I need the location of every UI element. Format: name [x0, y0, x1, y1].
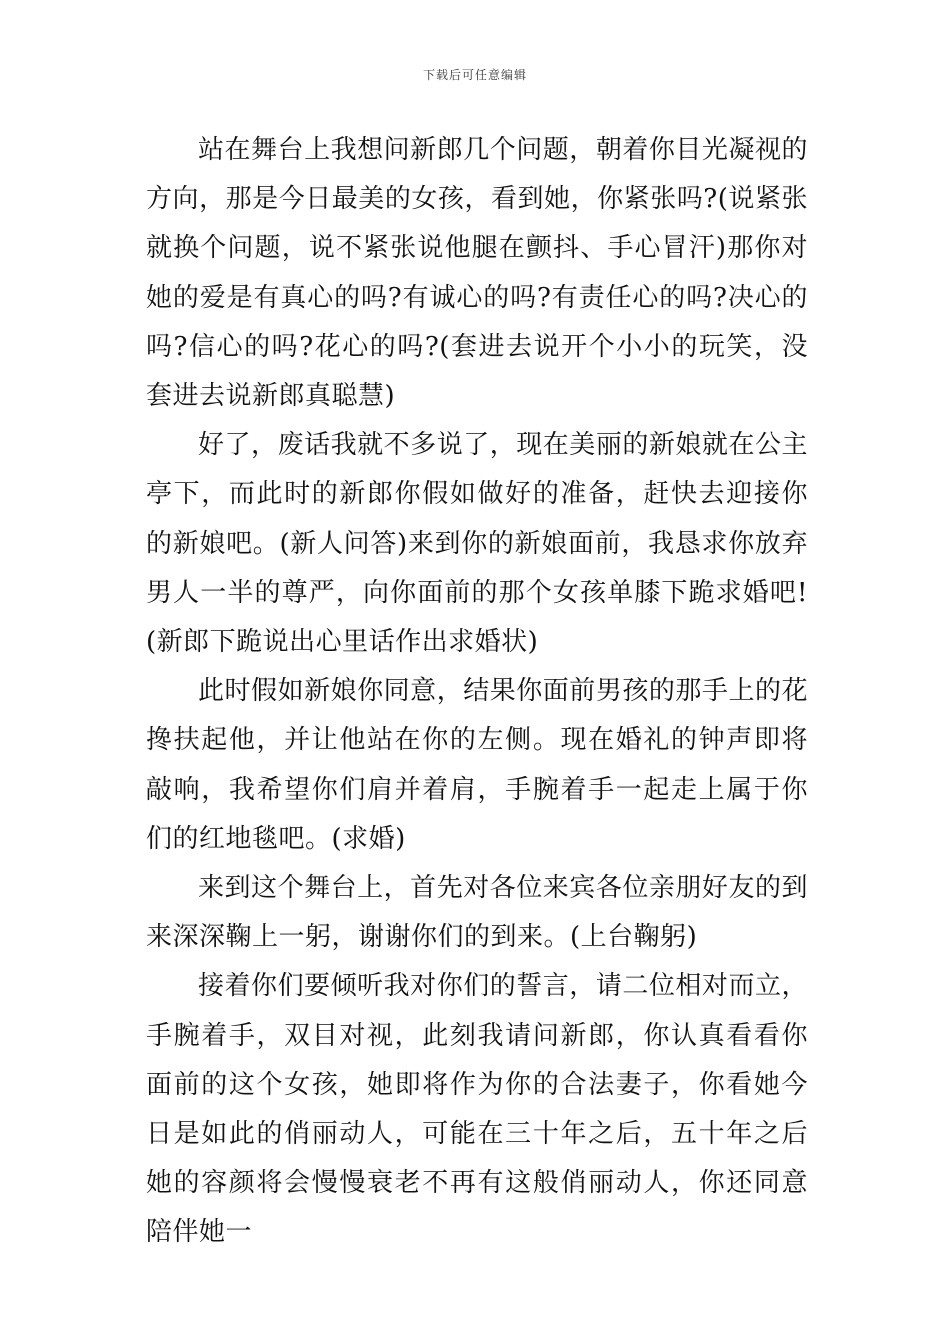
- paragraph-5: 接着你们要倾听我对你们的誓言，请二位相对而立，手腕着手，双目对视，此刻我请问新郎，你认真看看你面前的这个女孩，她即将作为你的合法妻子，你看她今日是如此的俏丽动人，可能在三十年之后，五十年之后她的容颜将会慢慢衰老不再有这般俏丽动人，你还同意陪伴她一: [146, 971, 808, 1248]
- paragraph-3: 此时假如新娘你同意，结果你面前男孩的那手上的花搀扶起他，并让他站在你的左侧。现在婚礼的钟声即将敲响，我希望你们肩并着肩，手腕着手一起走上属于你们的红地毯吧。(求婚): [146, 676, 808, 854]
- paragraph-4: 来到这个舞台上，首先对各位来宾各位亲朋好友的到来深深鞠上一躬，谢谢你们的到来。(上台鞠躬): [146, 873, 808, 953]
- paragraph-1: 站在舞台上我想问新郎几个问题，朝着你目光凝视的方向，那是今日最美的女孩，看到她，你紧张吗?(说紧张就换个问题，说不紧张说他腿在颤抖、手心冒汗)那你对她的爱是有真心的吗?有诚心的吗?有责任心的吗?决心的吗?信心的吗?花心的吗?(套进去说开个小小的玩笑，没套进去说新郎真聪慧): [146, 135, 808, 412]
- document-body: [146, 126, 808, 1258]
- paragraph-2: 好了，废话我就不多说了，现在美丽的新娘就在公主亭下，而此时的新郎你假如做好的准备，赶快去迎接你的新娘吧。(新人问答)来到你的新娘面前，我恳求你放弃男人一半的尊严，向你面前的那个女孩单膝下跪求婚吧!(新郎下跪说出心里话作出求婚状): [146, 430, 808, 658]
- page-header-note: 下载后可任意编辑: [422, 68, 527, 82]
